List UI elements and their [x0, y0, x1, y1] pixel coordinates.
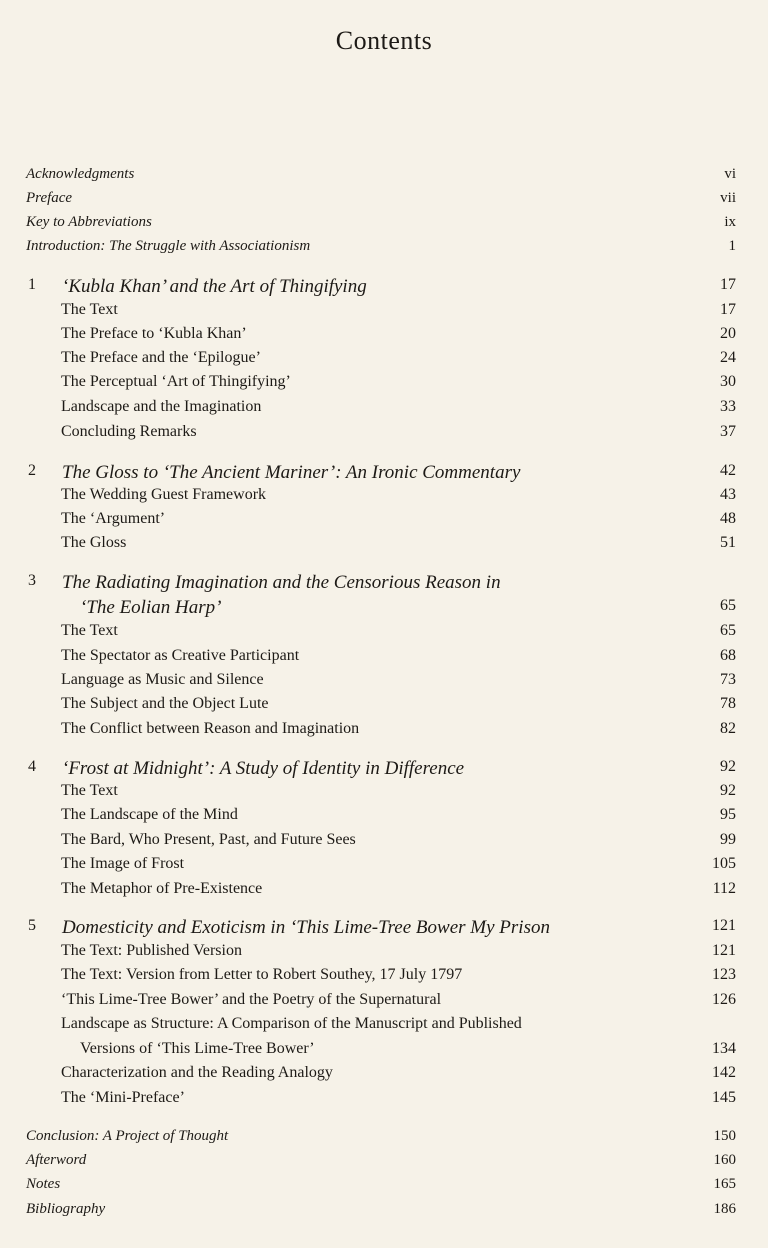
section-entry: [0, 486, 768, 510]
section-page: 123: [712, 966, 736, 983]
toc-entry-title: Introduction: The Struggle with Associationism: [26, 238, 311, 254]
section-entry: [0, 942, 768, 966]
toc-entry-title: Conclusion: A Project of Thought: [26, 1128, 229, 1144]
chapter-title: The Radiating Imagination and the Censorious Reason in: [62, 572, 501, 593]
section-entry: [0, 1064, 768, 1088]
toc-entry: [0, 1152, 768, 1176]
section-entry: [0, 349, 768, 373]
toc-entry-title: Preface: [26, 190, 73, 206]
section-page: 65: [720, 622, 736, 639]
chapter-title: Domesticity and Exoticism in ‘This Lime-Tree Bower My Prison: [62, 917, 550, 938]
section-entry: [0, 622, 768, 646]
section-title: The Text: Version from Letter to Robert Southey, 17 July 1797: [61, 966, 463, 983]
toc-entry-page: vii: [720, 190, 736, 206]
chapter-number: 1: [28, 276, 36, 293]
toc-entry-page: 186: [713, 1201, 736, 1217]
section-title: ‘This Lime-Tree Bower’ and the Poetry of the Supernatural: [61, 991, 442, 1008]
section-title: Concluding Remarks: [61, 423, 197, 440]
section-title: The Subject and the Object Lute: [61, 695, 269, 712]
chapter-heading: [0, 917, 768, 941]
section-entry: [0, 398, 768, 422]
chapter-page: 65: [720, 597, 736, 614]
section-title: Language as Music and Silence: [61, 671, 264, 688]
section-title: Landscape as Structure: A Comparison of the Manuscript and Published: [61, 1015, 522, 1032]
section-page: 20: [720, 325, 736, 342]
section-page: 37: [720, 423, 736, 440]
section-entry: [0, 782, 768, 806]
toc-entry: [0, 1128, 768, 1152]
section-entry: [0, 720, 768, 744]
section-title: The ‘Mini-Preface’: [61, 1089, 185, 1106]
section-title: The Preface to ‘Kubla Khan’: [61, 325, 247, 342]
section-page: 92: [720, 782, 736, 799]
section-entry: [0, 325, 768, 349]
chapter-page: 17: [720, 276, 736, 293]
chapter-number: 4: [28, 758, 36, 775]
chapter-number: 2: [28, 462, 36, 479]
section-title: The Text: Published Version: [61, 942, 242, 959]
section-title: The Preface and the ‘Epilogue’: [61, 349, 261, 366]
section-title: The Metaphor of Pre-Existence: [61, 880, 263, 897]
chapter-title: ‘Kubla Khan’ and the Art of Thingifying: [62, 276, 367, 297]
chapter-number: 5: [28, 917, 36, 934]
section-title: Landscape and the Imagination: [61, 398, 262, 415]
toc-entry-title: Notes: [26, 1176, 61, 1192]
section-entry: [0, 880, 768, 904]
section-title: The ‘Argument’: [61, 510, 166, 527]
toc-entry-title: Afterword: [26, 1152, 87, 1168]
section-title: The Spectator as Creative Participant: [61, 647, 300, 664]
toc-entry-title: Bibliography: [26, 1201, 106, 1217]
section-entry: [0, 695, 768, 719]
section-page: 24: [720, 349, 736, 366]
section-page: 73: [720, 671, 736, 688]
chapter-page: 92: [720, 758, 736, 775]
section-title: The Text: [61, 622, 118, 639]
chapter-title-continued: ‘The Eolian Harp’: [80, 597, 222, 618]
section-page: 68: [720, 647, 736, 664]
section-page: 121: [712, 942, 736, 959]
toc-entry-page: 160: [713, 1152, 736, 1168]
chapter-page: 121: [712, 917, 736, 934]
section-page: 95: [720, 806, 736, 823]
toc-entry: [0, 166, 768, 190]
section-entry: [0, 966, 768, 990]
section-page: 17: [720, 301, 736, 318]
chapter-heading-continued: [0, 597, 768, 621]
chapter-heading: [0, 758, 768, 782]
section-title: Characterization and the Reading Analogy: [61, 1064, 333, 1081]
section-entry: [0, 671, 768, 695]
chapter-title: ‘Frost at Midnight’: A Study of Identity in Difference: [62, 758, 465, 779]
section-entry: [0, 647, 768, 671]
section-title: The Perceptual ‘Art of Thingifying’: [61, 373, 291, 390]
toc-entry-page: 1: [728, 238, 736, 254]
toc-entry-title: Acknowledgments: [26, 166, 135, 182]
section-page: 51: [720, 534, 736, 551]
page-title: Contents: [335, 26, 433, 55]
section-entry: [0, 373, 768, 397]
section-page: 82: [720, 720, 736, 737]
section-entry-continued: [0, 1040, 768, 1064]
chapter-heading: [0, 276, 768, 300]
section-entry: [0, 806, 768, 830]
section-entry: [0, 1015, 768, 1039]
section-title-continued: Versions of ‘This Lime-Tree Bower’: [80, 1040, 315, 1057]
section-title: The Gloss: [61, 534, 127, 551]
section-entry: [0, 855, 768, 879]
chapter-title: The Gloss to ‘The Ancient Mariner’: An Ironic Commentary: [62, 462, 521, 483]
section-page: 99: [720, 831, 736, 848]
section-page: 78: [720, 695, 736, 712]
toc-entry-page: 150: [713, 1128, 736, 1144]
section-page: 30: [720, 373, 736, 390]
chapter-number: 3: [28, 572, 36, 589]
section-entry: [0, 510, 768, 534]
chapter-page: 42: [720, 462, 736, 479]
section-page: 48: [720, 510, 736, 527]
section-entry: [0, 534, 768, 558]
section-title: The Conflict between Reason and Imagination: [61, 720, 360, 737]
chapter-heading: [0, 572, 768, 596]
section-entry: [0, 301, 768, 325]
toc-entry-page: vi: [724, 166, 736, 182]
section-title: The Text: [61, 782, 118, 799]
toc-entry-page: 165: [713, 1176, 736, 1192]
toc-entry: [0, 1201, 768, 1225]
section-title: The Bard, Who Present, Past, and Future Sees: [61, 831, 356, 848]
toc-entry-page: ix: [724, 214, 736, 230]
section-title: The Landscape of the Mind: [61, 806, 238, 823]
section-page: 105: [712, 855, 736, 872]
section-title: The Image of Frost: [61, 855, 185, 872]
toc-entry-title: Key to Abbreviations: [26, 214, 152, 230]
section-page: 112: [712, 880, 736, 897]
toc-entry: [0, 214, 768, 238]
section-page: 142: [712, 1064, 736, 1081]
section-title: The Wedding Guest Framework: [61, 486, 267, 503]
section-page: 145: [712, 1089, 736, 1106]
section-title: The Text: [61, 301, 118, 318]
section-entry: [0, 1089, 768, 1113]
chapter-heading: [0, 462, 768, 486]
section-entry: [0, 991, 768, 1015]
toc-entry: [0, 238, 768, 262]
toc-entry: [0, 190, 768, 214]
section-page: 33: [720, 398, 736, 415]
section-entry: [0, 831, 768, 855]
toc-entry: [0, 1176, 768, 1200]
section-entry: [0, 423, 768, 447]
section-page: 134: [712, 1040, 736, 1057]
section-page: 126: [712, 991, 736, 1008]
section-page: 43: [720, 486, 736, 503]
